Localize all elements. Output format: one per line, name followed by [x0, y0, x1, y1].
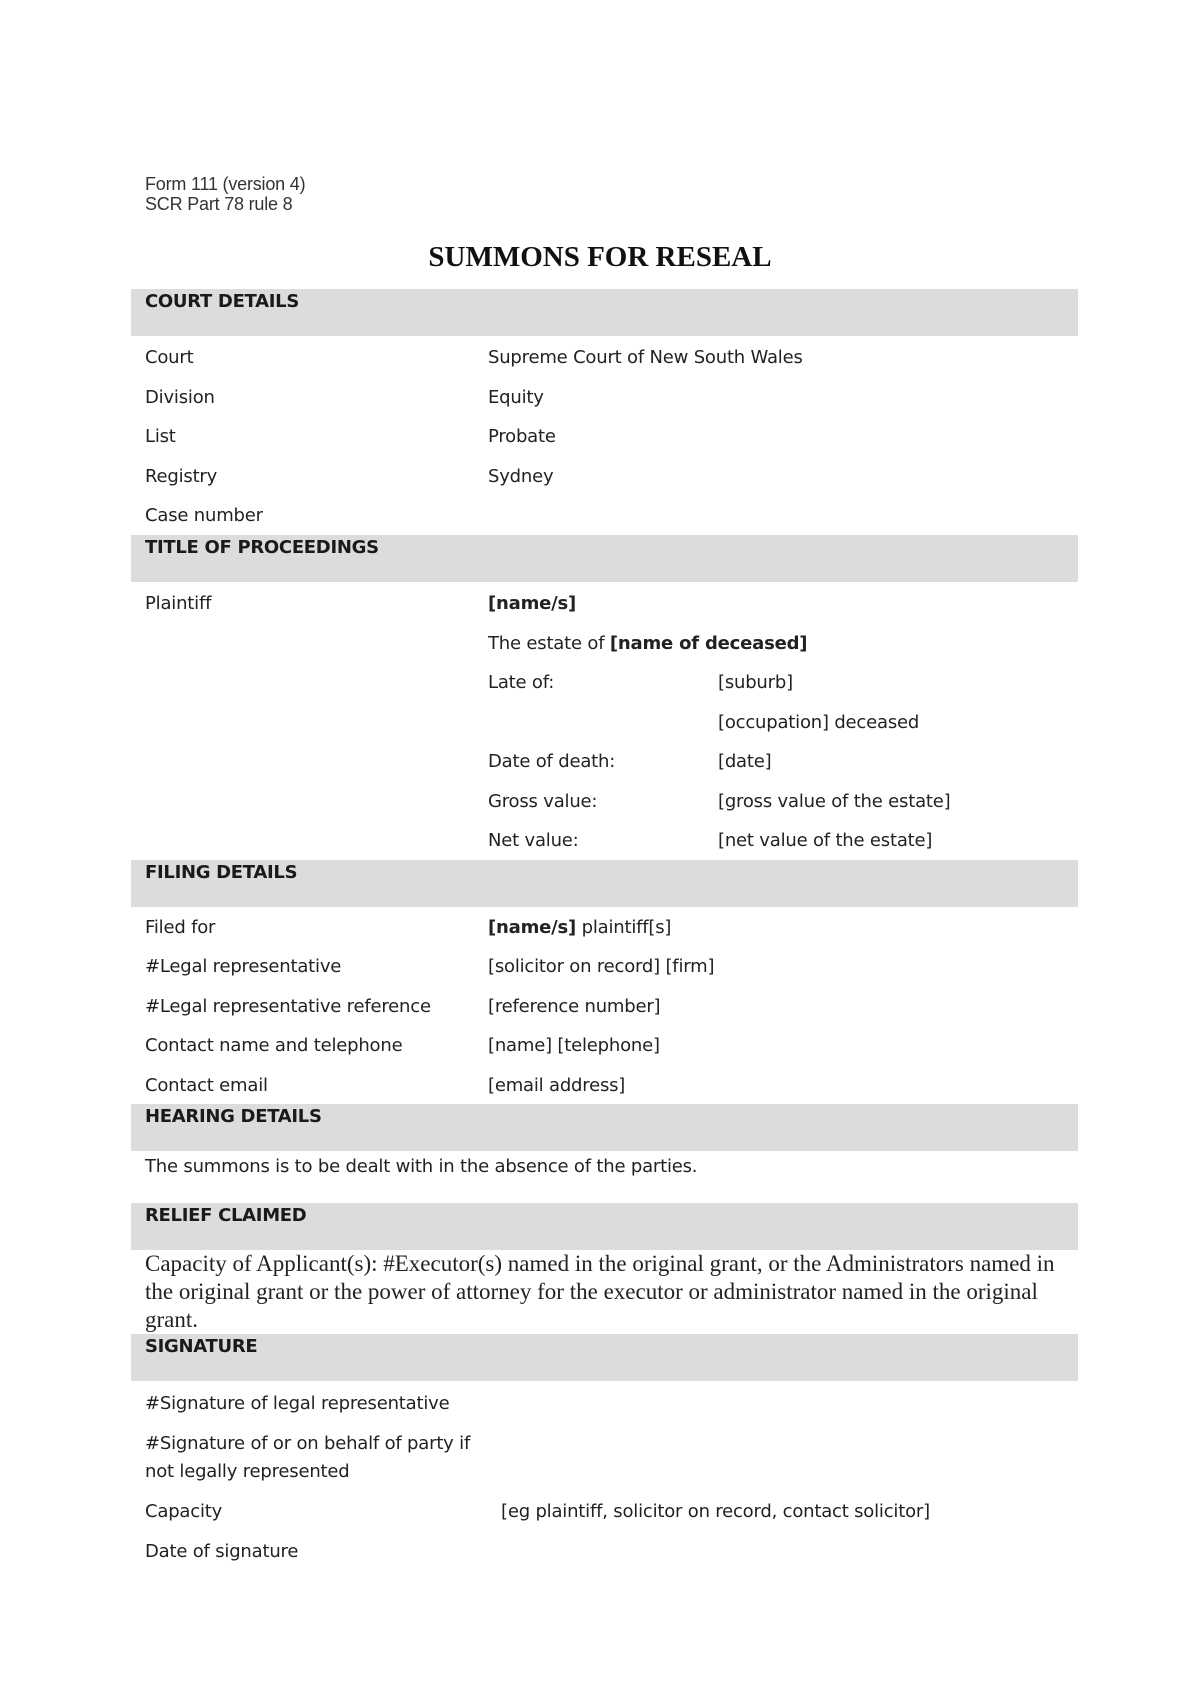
section-filing-details: [131, 860, 1078, 907]
court-label: Court: [145, 347, 194, 368]
party-signature-label-line1: #Signature of or on behalf of party if: [145, 1433, 471, 1454]
list-label: List: [145, 426, 176, 447]
filed-for-value: [488, 917, 671, 939]
section-heading: RELIEF CLAIMED: [145, 1205, 307, 1226]
net-value-label: Net value:: [488, 830, 579, 851]
legal-rep-label: #Legal representative: [145, 956, 342, 977]
section-title-of-proceedings: [131, 535, 1078, 582]
division-value: Equity: [488, 387, 544, 408]
legal-ref-value: [reference number]: [488, 996, 661, 1017]
email-label: Contact email: [145, 1075, 268, 1096]
case-number-label: Case number: [145, 505, 263, 526]
plaintiff-value: [name/s]: [488, 593, 577, 614]
filed-for-name: [name/s]: [488, 917, 577, 938]
contact-value: [name] [telephone]: [488, 1035, 660, 1056]
date-of-signature-label: Date of signature: [145, 1541, 299, 1562]
division-label: Division: [145, 387, 215, 408]
gross-value-label: Gross value:: [488, 791, 598, 812]
court-value: Supreme Court of New South Wales: [488, 347, 803, 368]
section-heading: COURT DETAILS: [145, 291, 300, 312]
contact-label: Contact name and telephone: [145, 1035, 403, 1056]
estate-prefix: The estate of: [488, 633, 610, 654]
date-of-death-label: Date of death:: [488, 751, 616, 772]
form-number: Form 111 (version 4): [145, 174, 306, 194]
registry-value: Sydney: [488, 466, 554, 487]
rule-reference: SCR Part 78 rule 8: [145, 194, 293, 214]
section-relief-claimed: [131, 1203, 1078, 1250]
capacity-label: Capacity: [145, 1501, 223, 1522]
plaintiff-label: Plaintiff: [145, 593, 212, 614]
legal-ref-label: #Legal representative reference: [145, 996, 431, 1017]
estate-line: [488, 633, 807, 655]
section-heading: TITLE OF PROCEEDINGS: [145, 537, 379, 558]
late-of-suburb: [suburb]: [718, 672, 793, 693]
section-court-details: [131, 289, 1078, 336]
hearing-text: The summons is to be dealt with in the absence of the parties.: [145, 1156, 698, 1177]
registry-label: Registry: [145, 466, 218, 487]
list-value: Probate: [488, 426, 556, 447]
late-of-occupation: [occupation] deceased: [718, 712, 920, 733]
net-value-value: [net value of the estate]: [718, 830, 933, 851]
gross-value-value: [gross value of the estate]: [718, 791, 951, 812]
late-of-label: Late of:: [488, 672, 555, 693]
section-heading: SIGNATURE: [145, 1336, 258, 1357]
legal-rep-signature-label: #Signature of legal representative: [145, 1393, 450, 1414]
legal-rep-value: [solicitor on record] [firm]: [488, 956, 715, 977]
capacity-value: [eg plaintiff, solicitor on record, contact solicitor]: [501, 1501, 930, 1522]
relief-text: Capacity of Applicant(s): #Executor(s) named in the original grant, or the Administrators named in the original grant or the power of attorney for the executor or administrator named in the original grant.: [145, 1251, 1055, 1332]
email-value: [email address]: [488, 1075, 626, 1096]
party-signature-label-line2: not legally represented: [145, 1461, 350, 1482]
document-title: SUMMONS FOR RESEAL: [428, 241, 772, 273]
filed-for-label: Filed for: [145, 917, 216, 938]
section-heading: HEARING DETAILS: [145, 1106, 322, 1127]
section-hearing-details: [131, 1104, 1078, 1151]
section-heading: FILING DETAILS: [145, 862, 298, 883]
filed-for-suffix: plaintiff[s]: [576, 917, 672, 938]
estate-name: [name of deceased]: [609, 633, 808, 654]
date-of-death-value: [date]: [718, 751, 772, 772]
section-signature: [131, 1334, 1078, 1381]
